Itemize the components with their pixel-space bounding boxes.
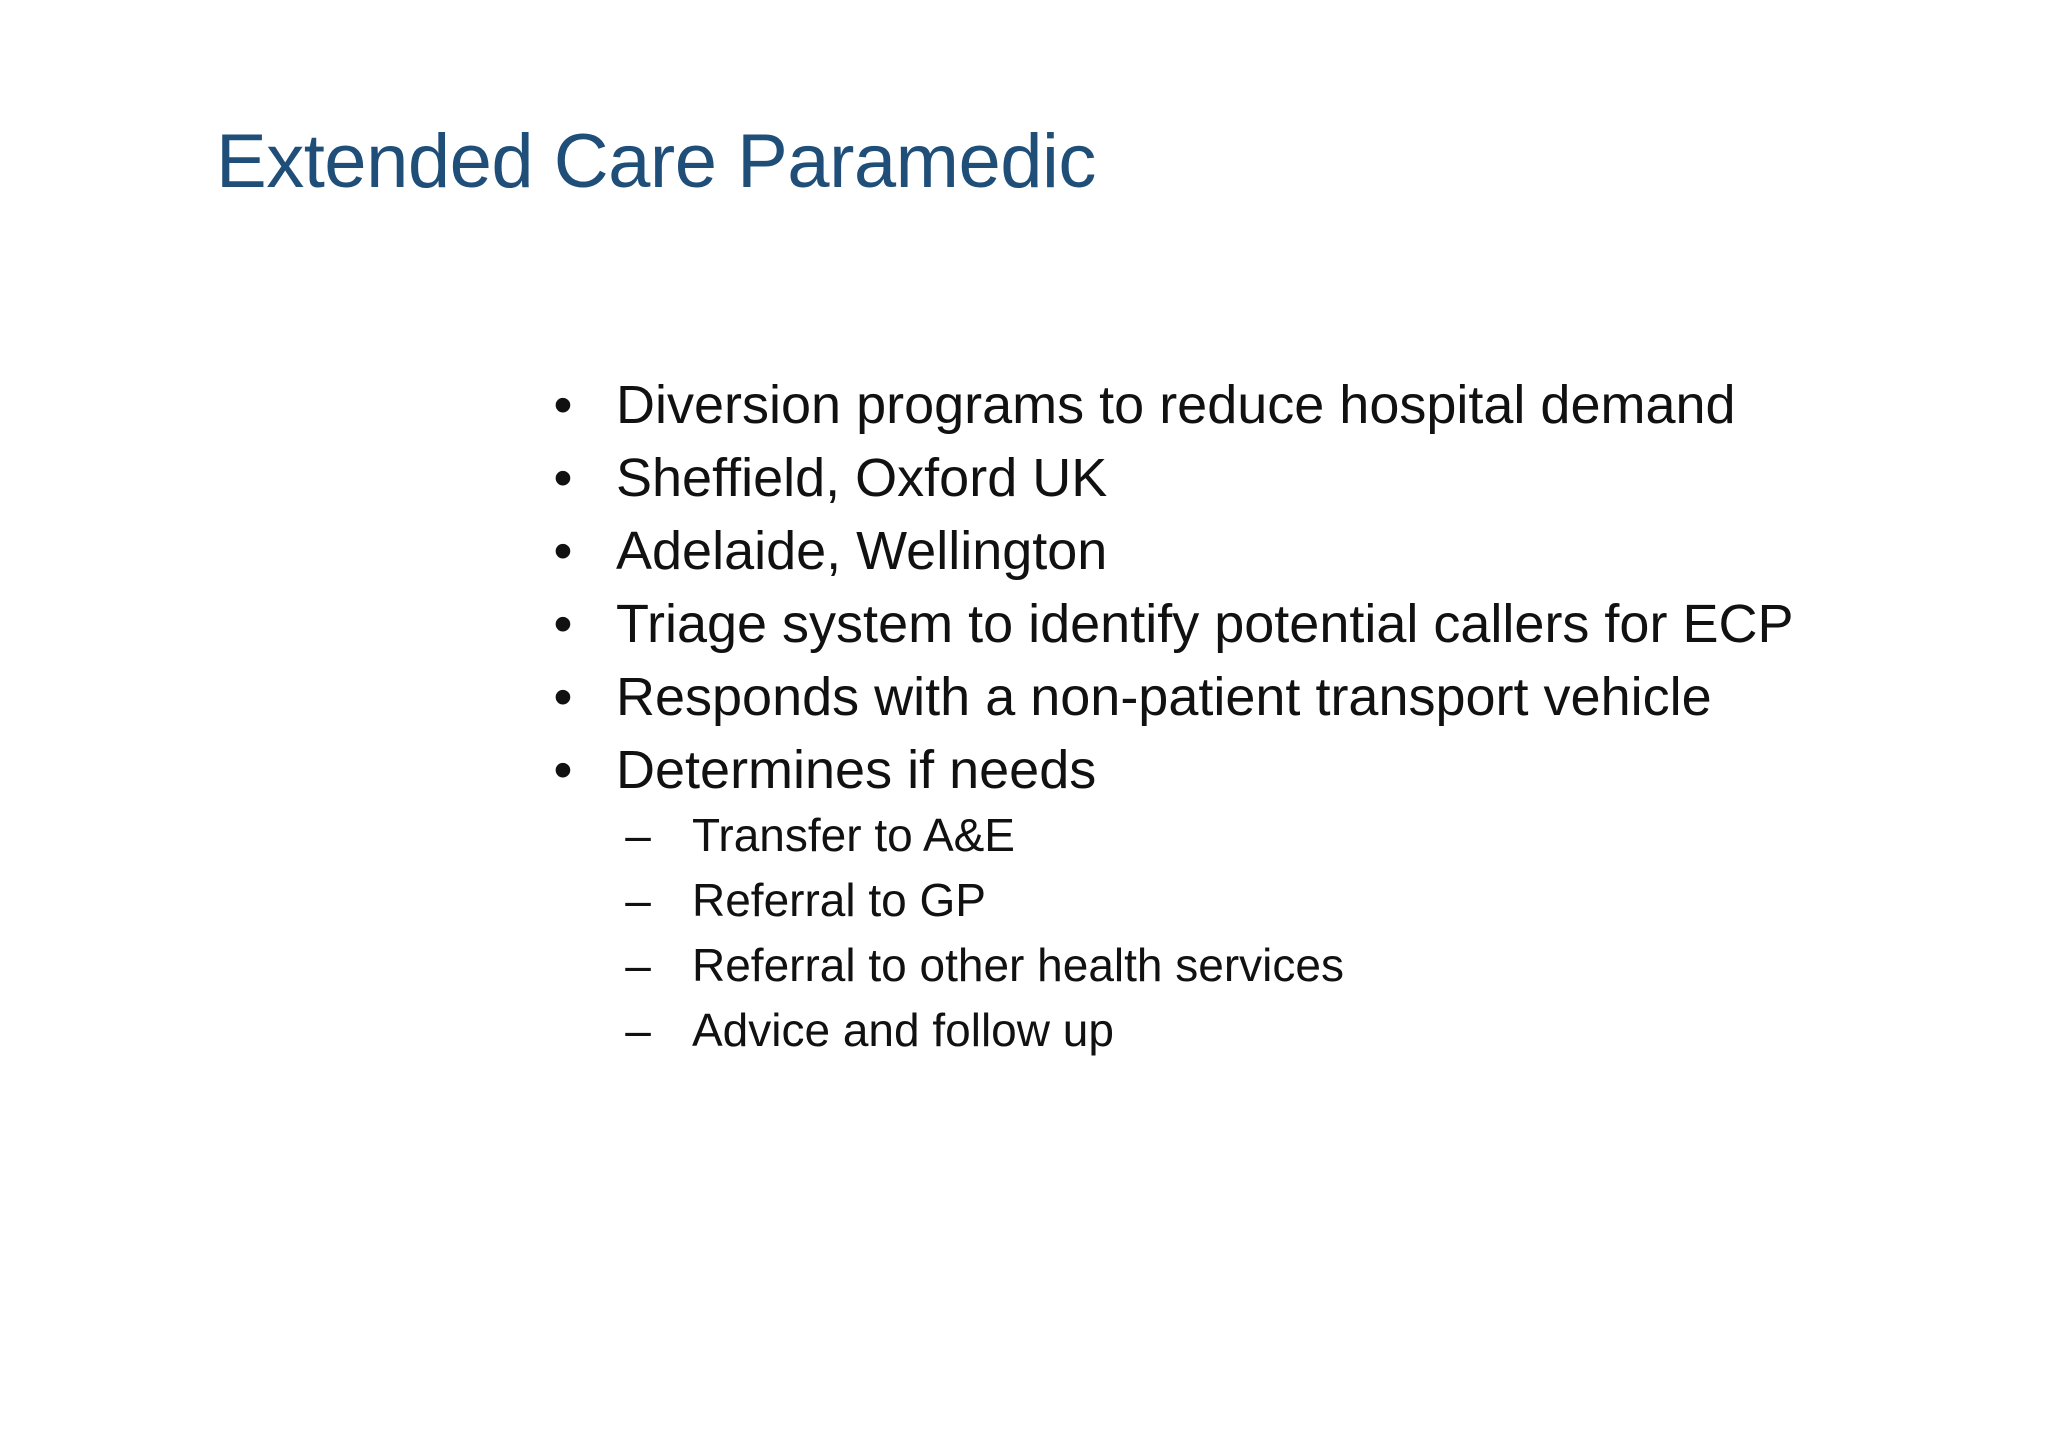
dash-marker: – [625, 809, 651, 861]
bullet-marker: • [553, 667, 573, 727]
sub-bullet-text: Advice and follow up [692, 1004, 1114, 1056]
dash-marker: – [625, 939, 651, 991]
sub-bullet-item [616, 809, 1848, 861]
bullet-item [548, 595, 1848, 653]
bullet-marker: • [553, 448, 573, 508]
bullet-text: Responds with a non-patient transport vehicle [616, 667, 1712, 727]
bullet-item [548, 741, 1848, 1056]
bullet-text: Sheffield, Oxford UK [616, 448, 1108, 508]
bullet-text: Adelaide, Wellington [616, 521, 1108, 581]
bullet-marker: • [553, 594, 573, 654]
bullet-marker: • [553, 375, 573, 435]
bullet-item [548, 449, 1848, 507]
bullet-text: Triage system to identify potential callers for ECP [616, 594, 1794, 654]
bullet-marker: • [553, 521, 573, 581]
bullet-item [548, 668, 1848, 726]
slide-title: Extended Care Paramedic [216, 119, 1096, 204]
bullet-marker: • [553, 740, 573, 800]
sub-bullet-item [616, 1004, 1848, 1056]
bullet-list [548, 376, 1848, 1071]
dash-marker: – [625, 1004, 651, 1056]
sub-bullet-text: Referral to other health services [692, 939, 1344, 991]
sub-bullet-text: Referral to GP [692, 874, 986, 926]
bullet-item [548, 522, 1848, 580]
bullet-text: Diversion programs to reduce hospital demand [616, 375, 1736, 435]
bullet-text: Determines if needs [616, 740, 1097, 800]
dash-marker: – [625, 874, 651, 926]
sub-bullet-list [616, 809, 1848, 1056]
sub-bullet-item [616, 939, 1848, 991]
sub-bullet-text: Transfer to A&E [692, 809, 1015, 861]
bullet-item [548, 376, 1848, 434]
sub-bullet-item [616, 874, 1848, 926]
